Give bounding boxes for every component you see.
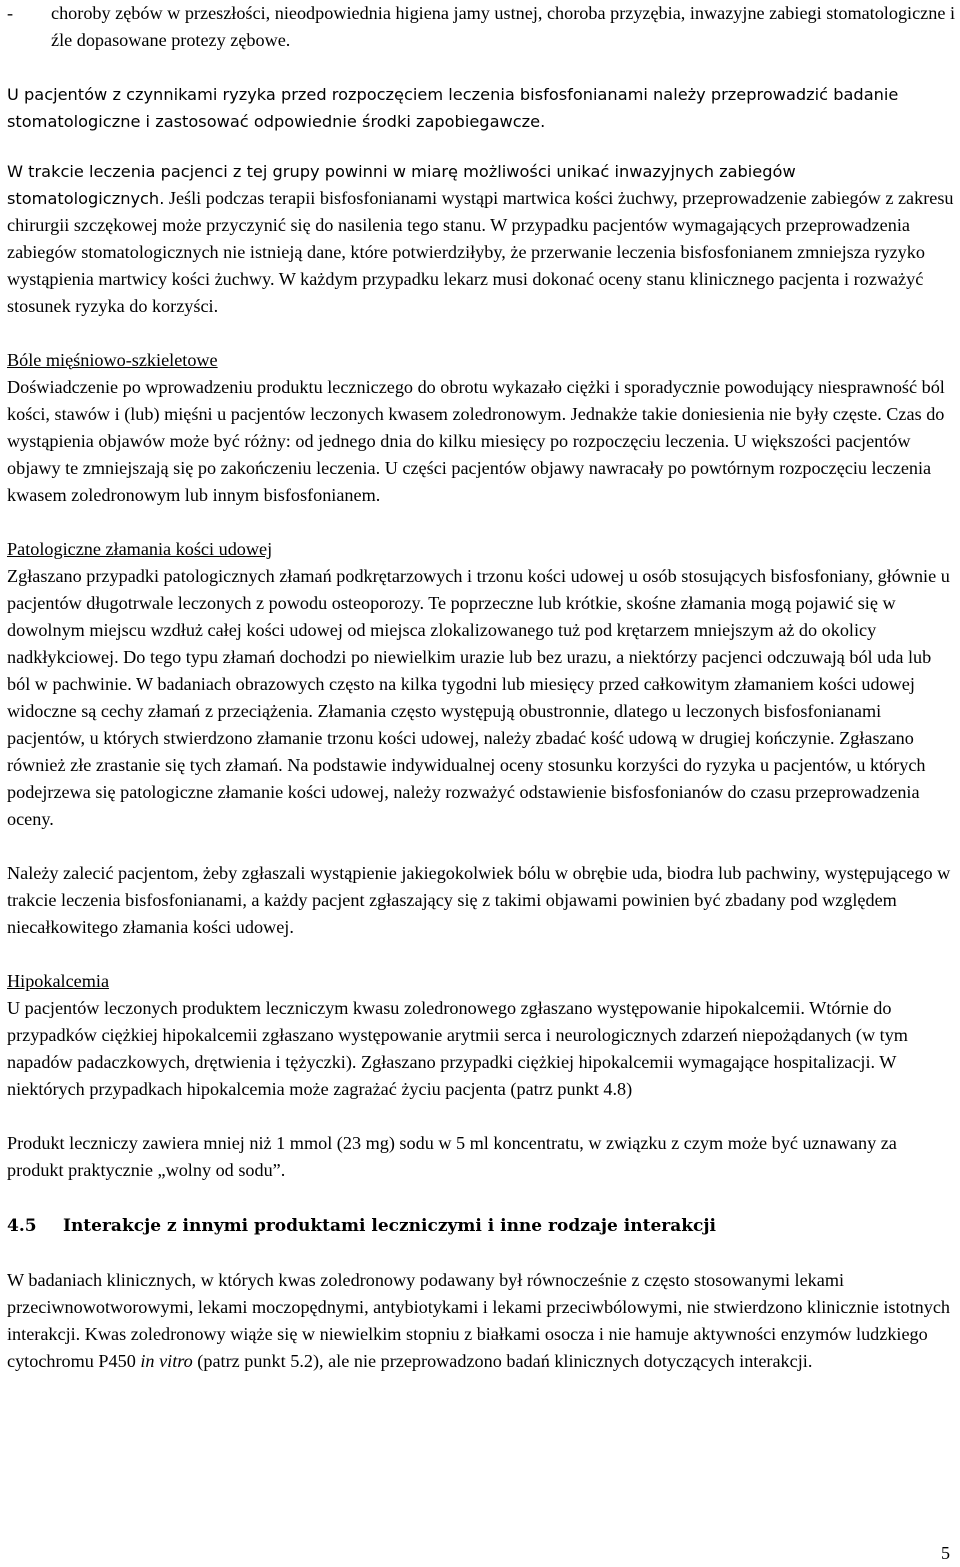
bullet-item (7, 0, 955, 54)
paragraph-sodium: Produkt leczniczy zawiera mniej niż 1 mmol (23 mg) sodu w 5 ml koncentratu, w związku z czym może być uznawany za produkt praktycznie „wolny od sodu”. (7, 1133, 897, 1180)
paragraph-musculoskeletal: Doświadczenie po wprowadzeniu produktu leczniczego do obrotu wykazało ciężki i sporadycznie powodujący niesprawność ból kości, stawów i (lub) mięśni u pacjentów leczonych kwasem zoledronowym. Jednakże takie doniesienia nie były częste. Czas do wystąpienia objawów może być różny: od jednego dnia do kilku miesięcy po rozpoczęciu leczenia. U większości pacjentów objawy te zmniejszają się po zakończeniu leczenia. U części pacjentów objawy nawracały po powtórnym rozpoczęciu leczenia kwasem zoledronowym lub innym bisfosfonianem. (7, 377, 945, 505)
section-heading-interactions (7, 1213, 955, 1240)
section-title: Interakcje z innymi produktami leczniczymi i inne rodzaje interakcji (63, 1216, 716, 1236)
paragraph-during-treatment (7, 158, 955, 320)
page-number: 5 (941, 1543, 950, 1563)
document-page (7, 0, 955, 1375)
interactions-text-1: W badaniach klinicznych, w których kwas zoledronowy podawany był równocześnie z często stosowanymi lekami przeciwnowotworowymi, lekami moczopędnymi, antybiotykami i lekami przeciwbólowymi, nie stwierdzono klinicznie istotnych interakcji. Kwas zoledronowy wiąże się w niewielkim stopniu z białkami osocza i nie hamuje aktywności enzymów ludzkiego cytochromu P450 (7, 1270, 950, 1371)
bullet-dash: - (7, 3, 14, 23)
paragraph-femur-fractures: Zgłaszano przypadki patologicznych złamań podkrętarzowych i trzonu kości udowej u osób stosujących bisfosfoniany, głównie u pacjentów długotrwale leczonych z powodu osteoporozy. Te poprzeczne lub krótkie, skośne złamania mogą pojawić się w dowolnym miejscu wzdłuż całej kości udowej od miejsca zlokalizowanego tuż pod krętarzem mniejszym aż do okolicy nadkłykciowej. Do tego typu złamań dochodzi po niewielkim urazie lub bez urazu, a niektórzy pacjenci odczuwają ból uda lub ból w pachwinie. W badaniach obrazowych często na kilka tygodni lub miesięcy przed całkowitym złamaniem kości udowej widoczne są cechy złamań z przeciążenia. Złamania często występują obustronnie, dlatego u leczonych bisfosfonianami pacjentów, u których stwierdzono złamanie trzonu kości udowej, należy zbadać kość udową w drugiej kończynie. Zgłaszano również złe zrastanie się tych złamań. Na podstawie indywidualnej oceny stosunku korzyści do ryzyka u pacjentów, u których podejrzewa się patologiczne złamanie kości udowej, należy rozważyć odstawienie bisfosfonianów do czasu przeprowadzenia oceny. (7, 566, 950, 829)
paragraph-during-treatment-sans: W trakcie leczenia pacjenci z tej grupy powinni w miarę możliwości unikać inwazyjnych zabiegów stomatologicznych. (7, 162, 796, 208)
paragraph-interactions (7, 1267, 955, 1375)
interactions-italic: in vitro (140, 1351, 193, 1371)
paragraph-risk-factors: U pacjentów z czynnikami ryzyka przed rozpoczęciem leczenia bisfosfonianami należy przeprowadzić badanie stomatologiczne i zastosować odpowiednie środki zapobiegawcze. (7, 85, 899, 131)
paragraph-during-treatment-serif: Jeśli podczas terapii bisfosfonianami wystąpi martwica kości żuchwy, przeprowadzenie zabiegów z zakresu chirurgii szczękowej może przyczynić się do nasilenia tego stanu. W przypadku pacjentów wymagających przeprowadzenia zabiegów stomatologicznych nie istnieją dane, które potwierdziłyby, że przerwanie leczenia bisfosfonianem zmniejsza ryzyko wystąpienia martwicy kości żuchwy. W każdym przypadku lekarz musi dokonać oceny stanu klinicznego pacjenta i rozważyć stosunek ryzyka do korzyści. (7, 188, 954, 316)
interactions-text-2: (patrz punkt 5.2), ale nie przeprowadzono badań klinicznych dotyczących interakcji. (192, 1351, 813, 1371)
section-title-hypocalcemia: Hipokalcemia (7, 971, 110, 991)
bullet-text: choroby zębów w przeszłości, nieodpowiednia higiena jamy ustnej, choroba przyzębia, inwazyjne zabiegi stomatologiczne i źle dopasowane protezy zębowe. (51, 3, 956, 50)
paragraph-hypocalcemia: U pacjentów leczonych produktem leczniczym kwasu zoledronowego zgłaszano występowanie hipokalcemii. Wtórnie do przypadków ciężkiej hipokalcemii zgłaszano występowanie arytmii serca i neurologicznych zdarzeń niepożądanych (w tym napadów padaczkowych, drętwienia i tężyczki). Zgłaszano przypadki ciężkiej hipokalcemii wymagające hospitalizacji. W niektórych przypadkach hipokalcemia może zagrażać życiu pacjenta (patrz punkt 4.8) (7, 998, 908, 1099)
section-title-femur-fractures: Patologiczne złamania kości udowej (7, 539, 273, 559)
section-number: 4.5 (7, 1216, 37, 1236)
paragraph-femur-advice: Należy zalecić pacjentom, żeby zgłaszali wystąpienie jakiegokolwiek bólu w obrębie uda, biodra lub pachwiny, występującego w trakcie leczenia bisfosfonianami, a każdy pacjent zgłaszający się z takimi objawami powinien być zbadany pod względem niecałkowitego złamania kości udowej. (7, 863, 951, 937)
section-title-musculoskeletal: Bóle mięśniowo-szkieletowe (7, 350, 218, 370)
